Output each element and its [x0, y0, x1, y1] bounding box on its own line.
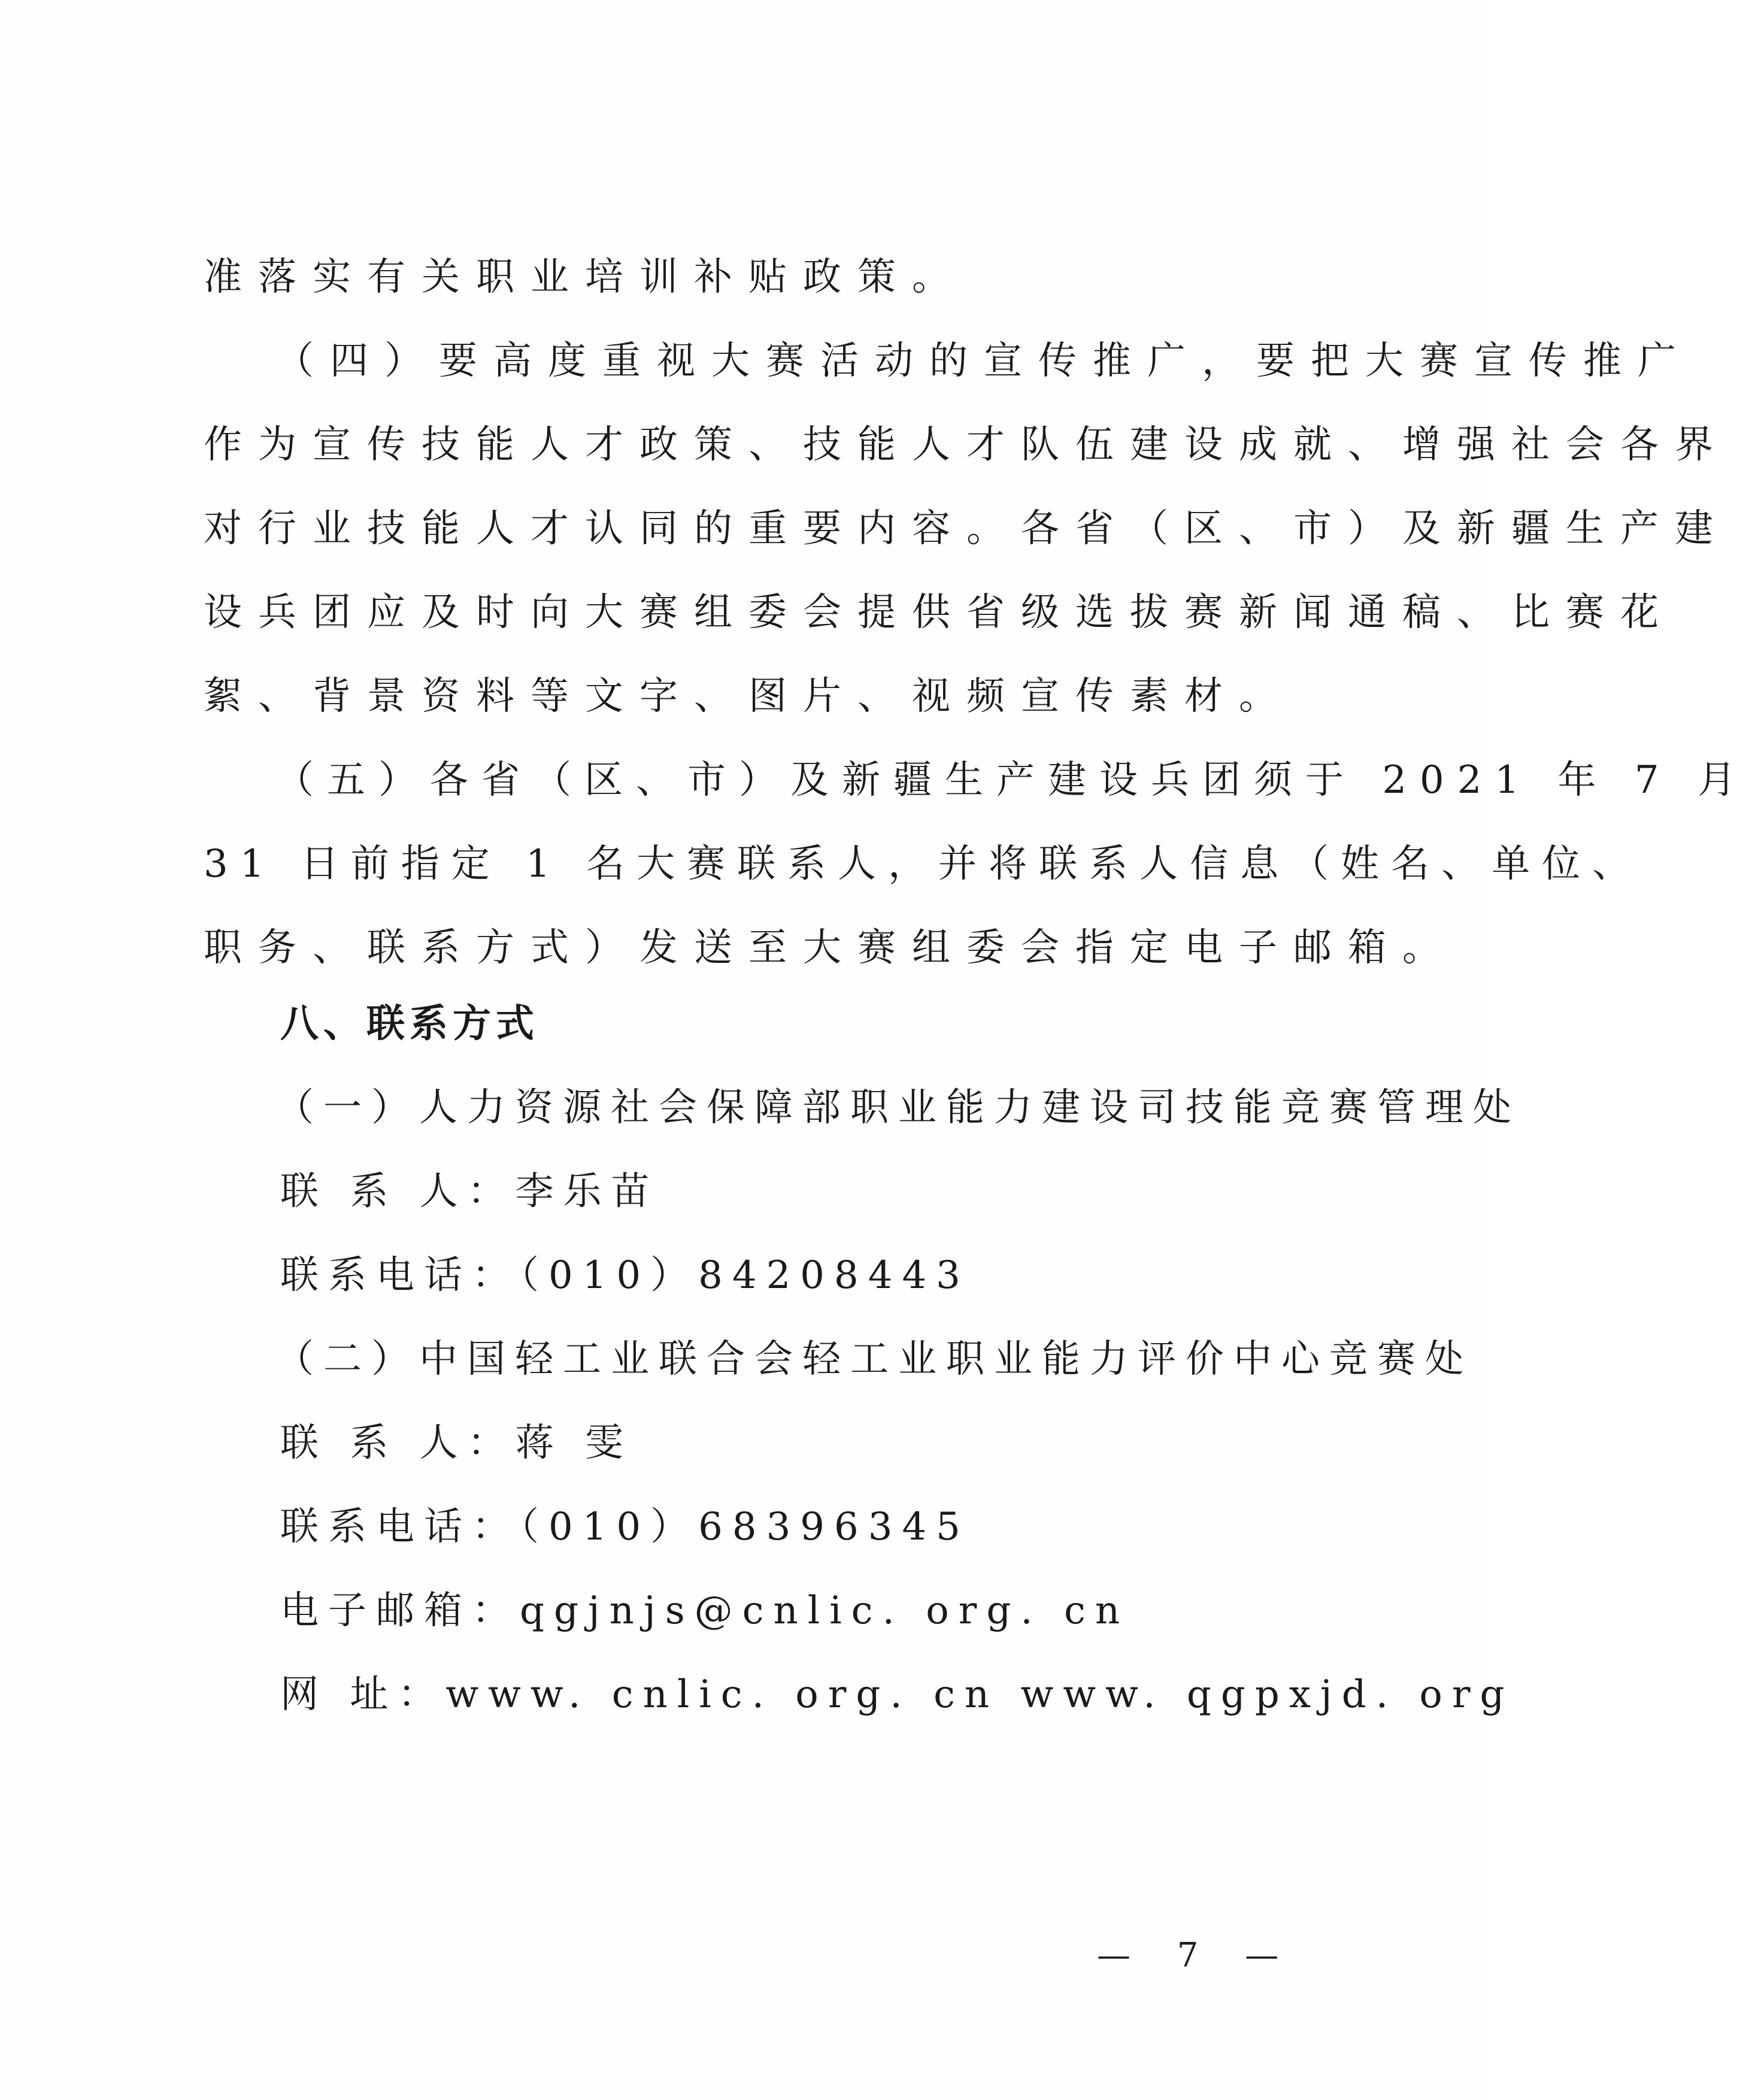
contact-email: 电子邮箱：qgjnjs@cnlic. org. cn: [280, 1589, 1130, 1633]
paragraph-line-4: 对行业技能人才认同的重要内容。各省（区、市）及新疆生产建: [204, 507, 1729, 551]
paragraph-line-2: （四）要高度重视大赛活动的宣传推广，要把大赛宣传推广: [275, 339, 1692, 383]
paragraph-line-1: 准落实有关职业培训补贴政策。: [204, 255, 966, 299]
contact-phone-1: 联系电话：（010）84208443: [280, 1253, 970, 1298]
contact-org-2: （二）中国轻工业联合会轻工业职业能力评价中心竞赛处: [275, 1337, 1473, 1381]
contact-website: 网 址：www. cnlic. org. cn www. qgpxjd. org: [280, 1672, 1514, 1717]
contact-phone-2: 联系电话：（010）68396345: [280, 1505, 970, 1549]
contact-org-1: （一）人力资源社会保障部职业能力建设司技能竞赛管理处: [275, 1086, 1521, 1130]
paragraph-line-5: 设兵团应及时向大赛组委会提供省级选拔赛新闻通稿、比赛花: [204, 590, 1675, 635]
page-number: — 7 —: [1097, 1936, 1297, 1975]
paragraph-line-8: 31 日前指定 1 名大赛联系人，并将联系人信息（姓名、单位、: [204, 842, 1643, 886]
contact-person-2: 联 系 人：蒋 雯: [280, 1421, 633, 1465]
paragraph-line-6: 絮、背景资料等文字、图片、视频宣传素材。: [204, 674, 1293, 719]
section-heading: 八、联系方式: [280, 1002, 539, 1046]
contact-person-1: 联 系 人：李乐苗: [280, 1169, 659, 1214]
paragraph-line-9: 职务、联系方式）发送至大赛组委会指定电子邮箱。: [204, 926, 1457, 970]
paragraph-line-3: 作为宣传技能人才政策、技能人才队伍建设成就、增强社会各界: [204, 423, 1729, 467]
paragraph-line-7: （五）各省（区、市）及新疆生产建设兵团须于 2021 年 7 月: [275, 758, 1749, 802]
